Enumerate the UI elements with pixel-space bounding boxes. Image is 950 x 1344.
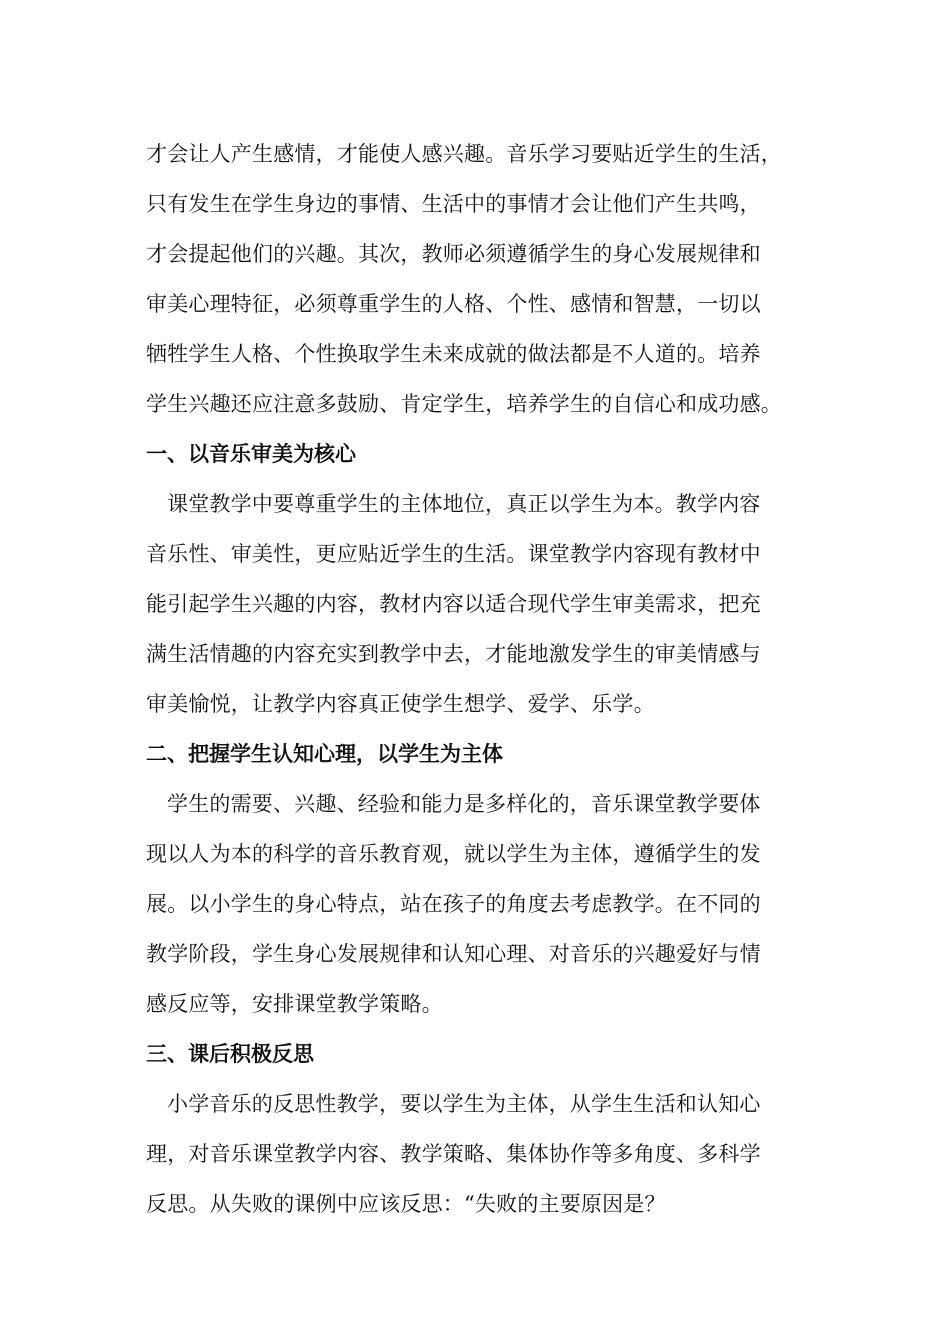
paragraph-line: 小学音乐的反思性教学，要以学生为主体，从学生生活和认知心 — [167, 1092, 761, 1116]
section-heading: 二、把握学生认知心理，以学生为主体 — [146, 742, 503, 766]
paragraph-line: 理，对音乐课堂教学内容、教学策略、集体协作等多角度、多科学 — [146, 1142, 761, 1166]
paragraph-line: 审美心理特征，必须尊重学生的人格、个性、感情和智慧，一切以 — [146, 292, 761, 316]
section-2 — [146, 729, 806, 1029]
section-heading: 三、课后积极反思 — [146, 1042, 314, 1066]
paragraph-line: 才会让人产生感情，才能使人感兴趣。音乐学习要贴近学生的生活， — [146, 142, 782, 166]
section-heading: 一、以音乐审美为核心 — [146, 442, 356, 466]
paragraph-line: 课堂教学中要尊重学生的主体地位，真正以学生为本。教学内容 — [167, 492, 761, 516]
paragraph-line: 学生兴趣还应注意多鼓励、肯定学生，培养学生的自信心和成功感。 — [146, 392, 782, 416]
paragraph-line: 教学阶段，学生身心发展规律和认知心理、对音乐的兴趣爱好与情 — [146, 942, 761, 966]
paragraph-line: 学生的需要、兴趣、经验和能力是多样化的，音乐课堂教学要体 — [167, 792, 761, 816]
document-page — [146, 129, 806, 1229]
paragraph-line: 反思。从失败的课例中应该反思：“失败的主要原因是？ — [146, 1192, 666, 1216]
section-1 — [146, 429, 806, 729]
paragraph-line: 只有发生在学生身边的事情、生活中的事情才会让他们产生共鸣， — [146, 192, 761, 216]
paragraph-line: 感反应等，安排课堂教学策略。 — [146, 992, 443, 1016]
paragraph-line: 音乐性、审美性，更应贴近学生的生活。课堂教学内容现有教材中 — [146, 542, 761, 566]
paragraph-line: 展。以小学生的身心特点，站在孩子的角度去考虑教学。在不同的 — [146, 892, 761, 916]
paragraph-line: 审美愉悦，让教学内容真正使学生想学、爱学、乐学。 — [146, 692, 655, 716]
paragraph-line: 满生活情趣的内容充实到教学中去，才能地激发学生的审美情感与 — [146, 642, 761, 666]
paragraph-line: 牺牲学生人格、个性换取学生未来成就的做法都是不人道的。培养 — [146, 342, 761, 366]
section-3 — [146, 1029, 806, 1229]
paragraph-line: 现以人为本的科学的音乐教育观，就以学生为主体，遵循学生的发 — [146, 842, 761, 866]
paragraph-line: 才会提起他们的兴趣。其次，教师必须遵循学生的身心发展规律和 — [146, 242, 761, 266]
paragraph-line: 能引起学生兴趣的内容，教材内容以适合现代学生审美需求，把充 — [146, 592, 761, 616]
intro-paragraph — [146, 129, 806, 429]
